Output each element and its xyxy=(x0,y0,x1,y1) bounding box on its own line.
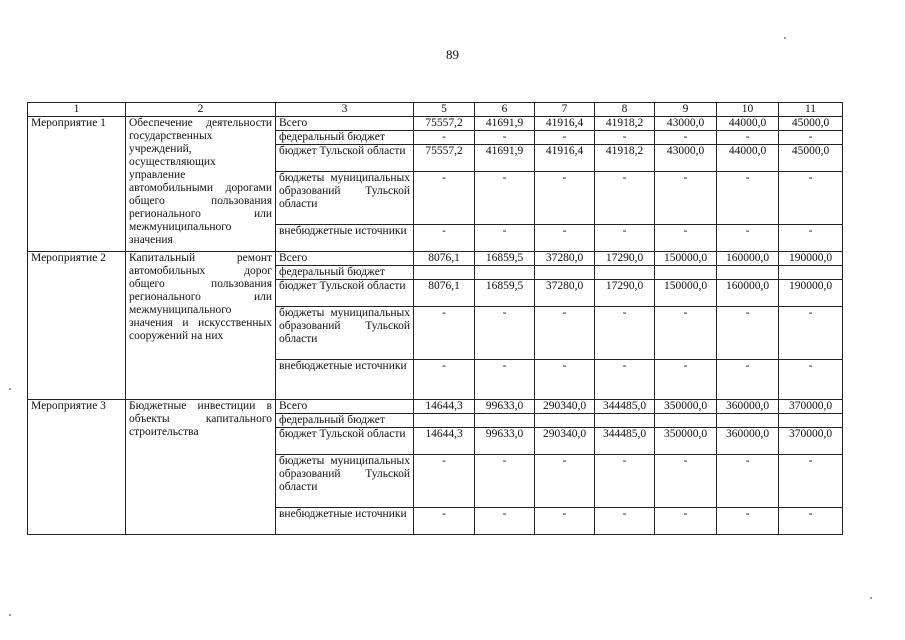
value-cell: - xyxy=(535,508,595,535)
value-cell: - xyxy=(717,508,779,535)
value-cell: 16859,5 xyxy=(475,252,535,266)
funding-source: бюджеты муниципальных образований Тульской области xyxy=(276,172,414,225)
value-cell: - xyxy=(535,225,595,252)
value-cell: 75557,2 xyxy=(414,145,475,172)
value-cell: - xyxy=(595,455,655,508)
value-cell xyxy=(779,414,843,428)
value-cell xyxy=(475,414,535,428)
value-cell: - xyxy=(414,307,475,360)
value-cell: 41916,4 xyxy=(535,145,595,172)
value-cell: - xyxy=(779,508,843,535)
value-cell: 150000,0 xyxy=(655,252,717,266)
value-cell: 350000,0 xyxy=(655,400,717,414)
value-cell xyxy=(595,266,655,280)
table-row xyxy=(28,117,843,131)
funding-source: Всего xyxy=(276,117,414,131)
value-cell: - xyxy=(535,455,595,508)
value-cell: - xyxy=(655,131,717,145)
value-cell: - xyxy=(595,131,655,145)
value-cell: 17290,0 xyxy=(595,252,655,266)
column-header: 8 xyxy=(595,103,655,117)
value-cell: - xyxy=(535,172,595,225)
page-number: 89 xyxy=(446,47,459,62)
scan-speck xyxy=(9,614,11,616)
value-cell: 45000,0 xyxy=(779,145,843,172)
funding-source: федеральный бюджет xyxy=(276,414,414,428)
value-cell: 160000,0 xyxy=(717,252,779,266)
value-cell: - xyxy=(655,360,717,400)
value-cell: 41916,4 xyxy=(535,117,595,131)
value-cell: 17290,0 xyxy=(595,280,655,307)
value-cell: 14644,3 xyxy=(414,428,475,455)
value-cell: - xyxy=(717,131,779,145)
value-cell: - xyxy=(475,360,535,400)
value-cell: 99633,0 xyxy=(475,428,535,455)
value-cell xyxy=(717,266,779,280)
value-cell: 16859,5 xyxy=(475,280,535,307)
activity-description: Бюджетные инвестиции в объекты капитального строительства xyxy=(126,400,276,535)
value-cell: 344485,0 xyxy=(595,400,655,414)
column-header: 11 xyxy=(779,103,843,117)
value-cell: - xyxy=(655,172,717,225)
funding-source: внебюджетные источники xyxy=(276,508,414,535)
activity-name: Мероприятие 2 xyxy=(28,252,126,400)
value-cell: - xyxy=(779,225,843,252)
value-cell: 44000,0 xyxy=(717,117,779,131)
table-row xyxy=(28,400,843,414)
funding-source: федеральный бюджет xyxy=(276,131,414,145)
value-cell: - xyxy=(475,131,535,145)
funding-source: бюджеты муниципальных образований Тульской области xyxy=(276,455,414,508)
column-header: 10 xyxy=(717,103,779,117)
activity-description: Обеспечение деятельности государственных учреждений, осуществляющих управление автомобильными дорогами общего пользования регионального или межмуниципального значения xyxy=(126,117,276,252)
value-cell xyxy=(779,266,843,280)
value-cell: 41918,2 xyxy=(595,145,655,172)
funding-source: федеральный бюджет xyxy=(276,266,414,280)
value-cell: 344485,0 xyxy=(595,428,655,455)
value-cell: 8076,1 xyxy=(414,252,475,266)
value-cell: - xyxy=(475,307,535,360)
scan-speck xyxy=(9,388,11,390)
value-cell: 350000,0 xyxy=(655,428,717,455)
value-cell: - xyxy=(414,172,475,225)
funding-source: бюджеты муниципальных образований Тульской области xyxy=(276,307,414,360)
value-cell: - xyxy=(595,172,655,225)
value-cell: - xyxy=(779,455,843,508)
activity-description: Капитальный ремонт автомобильных дорог общего пользования регионального или межмуниципального значения и искусственных сооружений на них xyxy=(126,252,276,400)
value-cell: 41691,9 xyxy=(475,145,535,172)
value-cell: - xyxy=(779,172,843,225)
value-cell xyxy=(475,266,535,280)
column-header: 1 xyxy=(28,103,126,117)
value-cell: - xyxy=(414,508,475,535)
value-cell: 360000,0 xyxy=(717,400,779,414)
value-cell xyxy=(414,266,475,280)
value-cell: - xyxy=(535,131,595,145)
budget-table xyxy=(27,102,843,535)
funding-source: Всего xyxy=(276,252,414,266)
header-row xyxy=(28,103,843,117)
value-cell: - xyxy=(475,508,535,535)
value-cell: 44000,0 xyxy=(717,145,779,172)
value-cell xyxy=(655,266,717,280)
funding-source: внебюджетные источники xyxy=(276,360,414,400)
column-header: 9 xyxy=(655,103,717,117)
value-cell: - xyxy=(717,455,779,508)
value-cell: 160000,0 xyxy=(717,280,779,307)
value-cell: - xyxy=(717,360,779,400)
funding-source: Всего xyxy=(276,400,414,414)
value-cell: - xyxy=(595,307,655,360)
value-cell: 37280,0 xyxy=(535,252,595,266)
value-cell: 290340,0 xyxy=(535,400,595,414)
value-cell: 150000,0 xyxy=(655,280,717,307)
value-cell: - xyxy=(779,360,843,400)
value-cell: - xyxy=(414,360,475,400)
value-cell xyxy=(655,414,717,428)
value-cell: - xyxy=(779,131,843,145)
value-cell: - xyxy=(779,307,843,360)
column-header: 7 xyxy=(535,103,595,117)
value-cell: 75557,2 xyxy=(414,117,475,131)
activity-name: Мероприятие 3 xyxy=(28,400,126,535)
value-cell: - xyxy=(717,225,779,252)
value-cell: - xyxy=(655,307,717,360)
value-cell: - xyxy=(535,360,595,400)
value-cell: - xyxy=(475,225,535,252)
value-cell: 43000,0 xyxy=(655,145,717,172)
value-cell: 370000,0 xyxy=(779,400,843,414)
value-cell: - xyxy=(655,455,717,508)
value-cell: - xyxy=(717,172,779,225)
value-cell xyxy=(535,414,595,428)
column-header: 3 xyxy=(276,103,414,117)
value-cell: 99633,0 xyxy=(475,400,535,414)
value-cell: - xyxy=(475,455,535,508)
column-header: 2 xyxy=(126,103,276,117)
column-header: 5 xyxy=(414,103,475,117)
value-cell: 41691,9 xyxy=(475,117,535,131)
value-cell: - xyxy=(655,225,717,252)
value-cell: 43000,0 xyxy=(655,117,717,131)
table-body xyxy=(28,117,843,535)
scan-speck xyxy=(870,597,872,599)
value-cell: - xyxy=(717,307,779,360)
value-cell: 290340,0 xyxy=(535,428,595,455)
value-cell: - xyxy=(414,131,475,145)
value-cell xyxy=(717,414,779,428)
value-cell: - xyxy=(414,455,475,508)
value-cell: 41918,2 xyxy=(595,117,655,131)
value-cell: - xyxy=(595,360,655,400)
value-cell: 370000,0 xyxy=(779,428,843,455)
column-header: 6 xyxy=(475,103,535,117)
value-cell: - xyxy=(595,508,655,535)
funding-source: внебюджетные источники xyxy=(276,225,414,252)
funding-source: бюджет Тульской области xyxy=(276,280,414,307)
value-cell: - xyxy=(595,225,655,252)
value-cell: 37280,0 xyxy=(535,280,595,307)
value-cell: 14644,3 xyxy=(414,400,475,414)
value-cell: 190000,0 xyxy=(779,280,843,307)
value-cell xyxy=(535,266,595,280)
value-cell: 45000,0 xyxy=(779,117,843,131)
value-cell xyxy=(595,414,655,428)
value-cell: 360000,0 xyxy=(717,428,779,455)
activity-name: Мероприятие 1 xyxy=(28,117,126,252)
scan-speck xyxy=(784,37,786,39)
value-cell xyxy=(414,414,475,428)
funding-source: бюджет Тульской области xyxy=(276,145,414,172)
value-cell: - xyxy=(475,172,535,225)
value-cell: - xyxy=(655,508,717,535)
funding-source: бюджет Тульской области xyxy=(276,428,414,455)
table-row xyxy=(28,252,843,266)
value-cell: 190000,0 xyxy=(779,252,843,266)
value-cell: - xyxy=(414,225,475,252)
value-cell: - xyxy=(535,307,595,360)
value-cell: 8076,1 xyxy=(414,280,475,307)
